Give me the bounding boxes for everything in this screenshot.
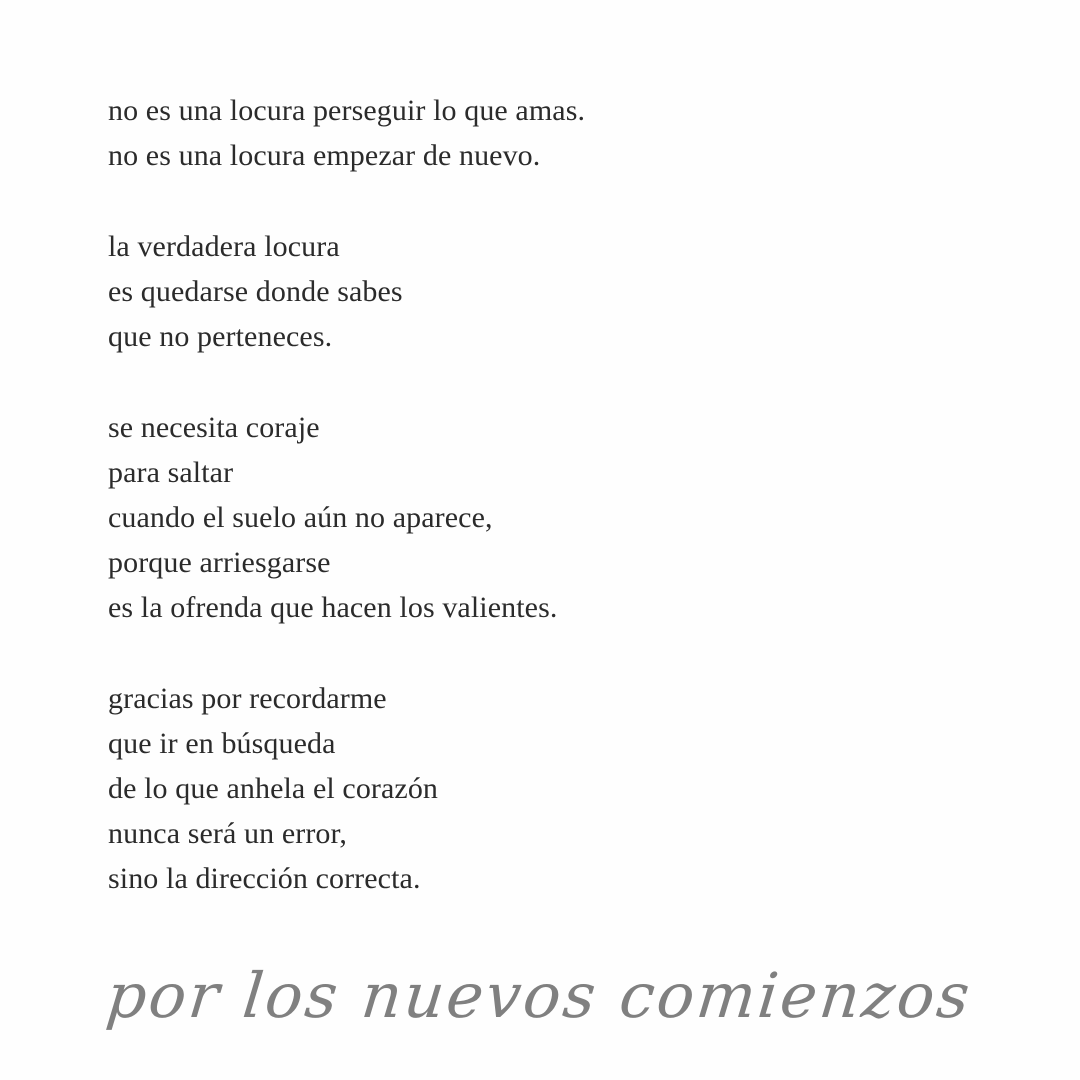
- poem-line: que no perteneces.: [108, 320, 333, 353]
- poem-line: no es una locura perseguir lo que amas.: [108, 94, 586, 127]
- poem-body: [108, 88, 1008, 901]
- poem-line: para saltar: [108, 456, 234, 489]
- stanza: [108, 224, 1008, 359]
- poem-line: es la ofrenda que hacen los valientes.: [108, 591, 558, 624]
- poem-line: cuando el suelo aún no aparece,: [108, 501, 493, 534]
- poem-line: la verdadera locura: [108, 230, 340, 263]
- signature-text: por los nuevos comienzos: [103, 959, 976, 1032]
- poem-line: sino la dirección correcta.: [108, 862, 421, 895]
- stanza: [108, 88, 1008, 178]
- stanza: [108, 405, 1008, 630]
- stanza: [108, 676, 1008, 901]
- poem-line: es quedarse donde sabes: [108, 275, 403, 308]
- poem-line: nunca será un error,: [108, 817, 348, 850]
- poem-line: porque arriesgarse: [108, 546, 331, 579]
- poem-line: se necesita coraje: [108, 411, 320, 444]
- poem-line: gracias por recordarme: [108, 682, 387, 715]
- poem-line: de lo que anhela el corazón: [108, 772, 439, 805]
- signature-block: [0, 959, 1080, 1032]
- poem-line: que ir en búsqueda: [108, 727, 336, 760]
- poem-line: no es una locura empezar de nuevo.: [108, 139, 541, 172]
